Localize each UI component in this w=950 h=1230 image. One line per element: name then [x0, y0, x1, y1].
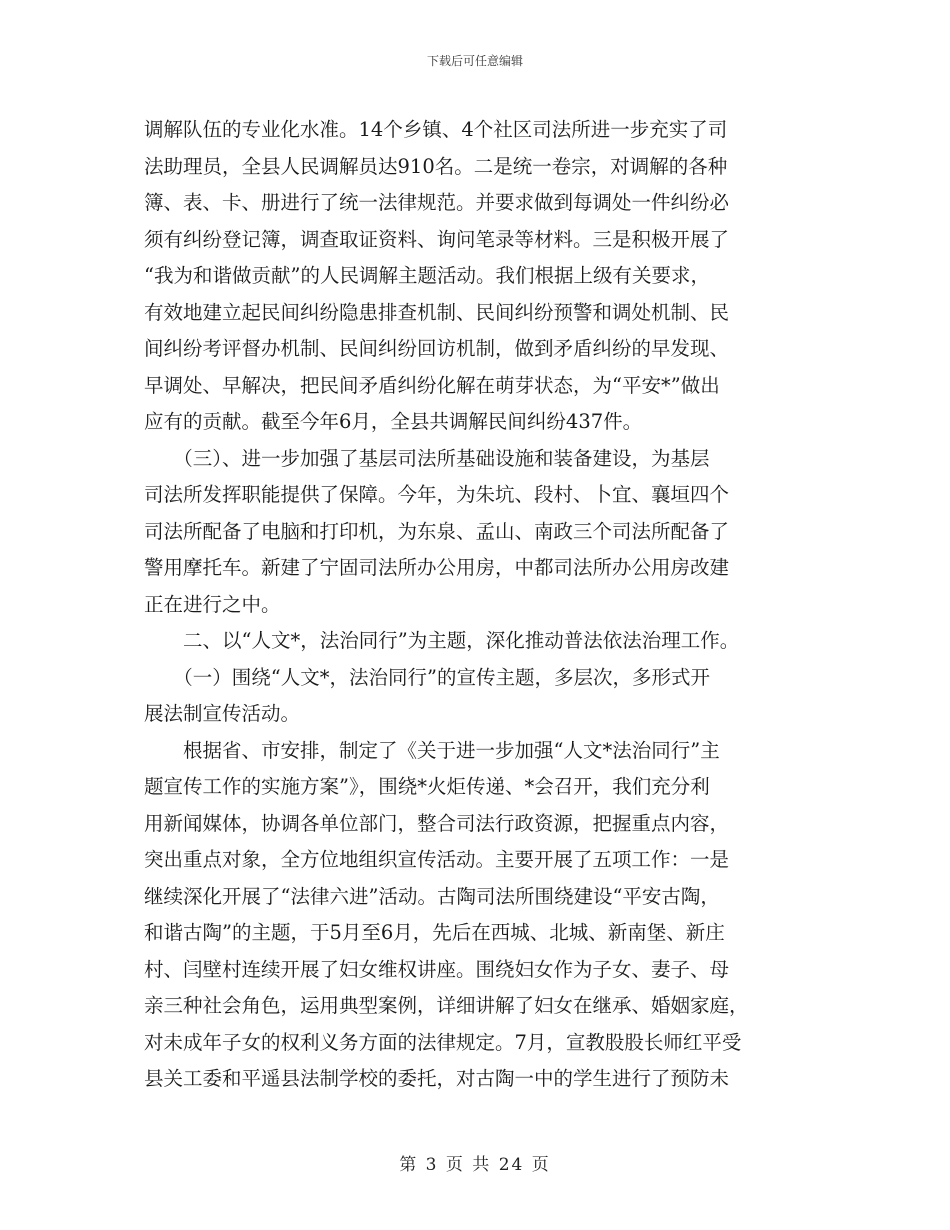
text-line: 须有纠纷登记簿，调查取证资料、询问笔录等材料。三是积极开展了 [144, 227, 730, 251]
text-line: 题宣传工作的实施方案”》，围绕*火炬传递、*会召开，我们充分利 [144, 775, 710, 798]
text-line: 展法制宣传活动。 [144, 702, 301, 725]
text-line: 间纠纷考评督办机制、民间纠纷回访机制，做到矛盾纠纷的早发现、 [144, 337, 730, 360]
text-line: 村、闫壁村连续开展了妇女维权讲座。围绕妇女作为子女、妻子、母 [144, 957, 730, 981]
document-body [144, 112, 834, 1098]
text-line: 司法所发挥职能提供了保障。今年，为朱坑、段村、卜宜、襄垣四个 [144, 483, 730, 506]
text-line: 应有的贡献。截至今年6月，全县共调解民间纠纷437件。 [144, 410, 643, 433]
text-line: 司法所配备了电脑和打印机，为东泉、孟山、南政三个司法所配备了 [144, 519, 730, 543]
text-line: 根据省、市安排，制定了《关于进一步加强“人文*法治同行”主 [144, 738, 720, 762]
page-header-note: 下载后可任意编辑 [426, 54, 523, 68]
text-line: 突出重点对象，全方位地组织宣传活动。主要开展了五项工作：一是 [144, 848, 730, 871]
text-line: 正在进行之中。 [144, 592, 281, 616]
text-line: 对未成年子女的权利义务方面的法律规定。7月，宣教股股长师红平受 [144, 1030, 742, 1054]
section-heading: 二、以“人文*，法治同行”为主题，深化推动普法依法治理工作。 [144, 629, 740, 652]
text-line: （一）围绕“人文*，法治同行”的宣传主题，多层次，多形式开 [144, 665, 710, 689]
text-line: 继续深化开展了“法律六进”活动。古陶司法所围绕建设“平安古陶， [144, 884, 720, 908]
text-line: 和谐古陶”的主题，于5月至6月，先后在西城、北城、新南堡、新庄 [144, 921, 725, 944]
text-line: “我为和谐做贡献”的人民调解主题活动。我们根据上级有关要求， [144, 264, 710, 287]
text-line: 县关工委和平遥县法制学校的委托，对古陶一中的学生进行了预防未 [144, 1067, 730, 1090]
text-line: 有效地建立起民间纠纷隐患排查机制、民间纠纷预警和调处机制、民 [144, 300, 730, 324]
text-line: 法助理员，全县人民调解员达910名。二是统一卷宗，对调解的各种 [144, 154, 728, 178]
text-line: 簿、表、卡、册进行了统一法律规范。并要求做到每调处一件纠纷必 [144, 191, 730, 214]
text-line: 警用摩托车。新建了宁固司法所办公用房，中都司法所办公用房改建 [144, 556, 730, 579]
text-line: 早调处、早解决，把民间矛盾纠纷化解在萌芽状态，为“平安*”做出 [144, 373, 720, 397]
page-number-footer: 第 3 页 共 24 页 [399, 1155, 551, 1175]
text-line: 调解队伍的专业化水准。14个乡镇、4个社区司法所进一步充实了司 [144, 118, 728, 141]
text-line: 用新闻媒体，协调各单位部门，整合司法行政资源，把握重点内容， [144, 811, 730, 835]
text-line: （三）、进一步加强了基层司法所基础设施和装备建设，为基层 [144, 446, 710, 470]
text-line: 亲三种社会角色，运用典型案例，详细讲解了妇女在继承、婚姻家庭， [144, 994, 749, 1017]
